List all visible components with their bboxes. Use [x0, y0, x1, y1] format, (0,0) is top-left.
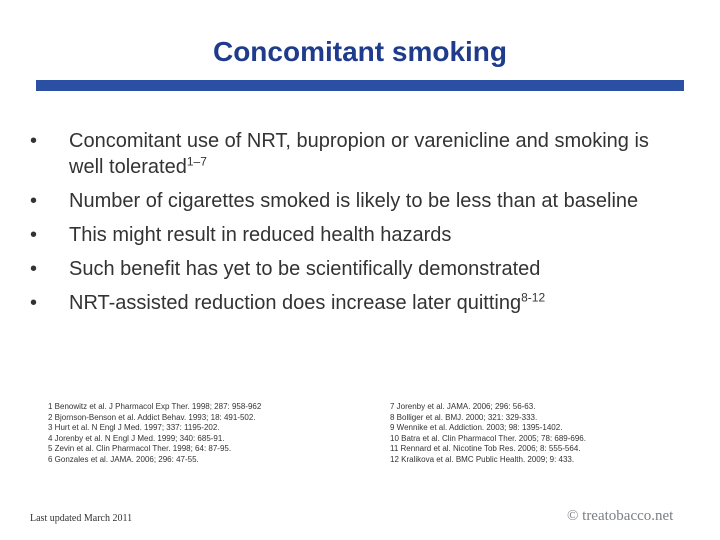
bullet-dot-icon: • [30, 190, 38, 212]
bullet-text: NRT-assisted reduction does increase later quitting [69, 292, 522, 314]
reference-item: 5 Zevin et al. Clin Pharmacol Ther. 1998; 64: 87-95. [48, 444, 232, 454]
bullet-dot-icon: • [30, 130, 38, 152]
bullet-text: Concomitant use of NRT, bupropion or varenicline and smoking is well tolerated [69, 130, 649, 178]
bullet-text: Such benefit has yet to be scientifically demonstrated [69, 258, 541, 280]
slide-title: Concomitant smoking [212, 36, 507, 67]
reference-item: 10 Batra et al. Clin Pharmacol Ther. 2005; 78: 689-696. [390, 433, 586, 443]
reference-item: 3 Hurt et al. N Engl J Med. 1997; 337: 1195-202. [48, 423, 220, 433]
bullet-dot-icon: • [30, 258, 38, 280]
title-underline-bar [36, 80, 684, 91]
bullet-item [30, 188, 680, 214]
last-updated-note: Last updated March 2011 [30, 513, 133, 524]
references-right-column [390, 402, 586, 466]
bullet-item [30, 290, 680, 316]
reference-item: 9 Wennike et al. Addiction. 2003; 98: 1395-1402. [390, 423, 563, 433]
reference-item: 1 Benowitz et al. J Pharmacol Exp Ther. 1998; 287: 958-962 [48, 402, 262, 411]
bullet-dot-icon: • [30, 292, 38, 314]
reference-item: 7 Jorenby et al. JAMA. 2006; 296: 56-63. [390, 402, 536, 411]
reference-item: 2 Bjornson-Benson et al. Addict Behav. 1993; 18: 491-502. [48, 412, 256, 422]
reference-item: 4 Jorenby et al. N Engl J Med. 1999; 340: 685-91. [48, 433, 225, 443]
bullet-item [30, 222, 680, 248]
bullet-item [30, 128, 680, 180]
citation-superscript: 8-12 [521, 290, 546, 305]
reference-item: 12 Kralikova et al. BMC Public Health. 2009; 9: 433. [390, 454, 575, 464]
reference-item: 8 Bolliger et al. BMJ. 2000; 321: 329-333. [390, 412, 538, 422]
bullet-text: This might result in reduced health hazards [69, 224, 452, 246]
bullet-item [30, 256, 680, 282]
reference-item: 6 Gonzales et al. JAMA. 2006; 296: 47-55. [48, 454, 199, 464]
references-left-column [48, 402, 261, 466]
reference-item: 11 Rennard et al. Nicotine Tob Res. 2006; 8: 555-564. [390, 444, 581, 454]
bullet-dot-icon: • [30, 224, 38, 246]
copyright-logo: © treatobacco.net [567, 508, 674, 524]
citation-superscript: 1–7 [186, 154, 207, 169]
bullet-list [30, 128, 680, 324]
bullet-text: Number of cigarettes smoked is likely to be less than at baseline [69, 190, 639, 212]
